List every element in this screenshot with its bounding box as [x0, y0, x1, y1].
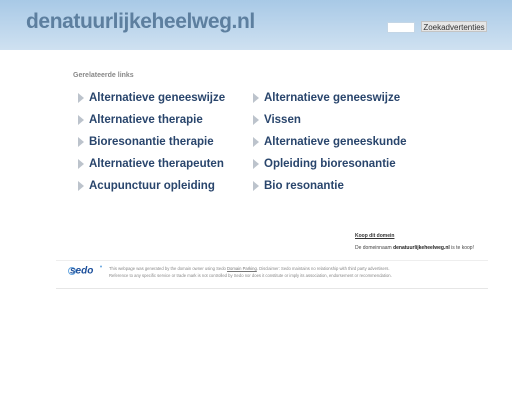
related-link-label: Acupunctuur opleiding [89, 180, 215, 192]
disclaimer-text: This webpage was generated by the domain owner using Sedo [109, 266, 228, 271]
related-link[interactable] [78, 179, 215, 193]
arrow-right-icon [253, 137, 259, 147]
related-link-label: Alternatieve therapeuten [89, 158, 224, 170]
related-link-label: Alternatieve therapie [89, 114, 203, 126]
domain-sale-notice [355, 245, 474, 251]
related-link[interactable] [253, 91, 400, 105]
header-bar [0, 0, 512, 50]
related-link[interactable] [78, 113, 203, 127]
related-link-label: Alternatieve geneeskunde [264, 136, 407, 148]
related-link[interactable] [253, 135, 407, 149]
arrow-right-icon [253, 181, 259, 191]
related-links-heading: Gerelateerde links [73, 72, 134, 79]
disclaimer-line-1 [109, 265, 489, 272]
related-link[interactable] [253, 113, 301, 127]
search-button[interactable]: Zoekadvertenties [421, 21, 487, 32]
related-link[interactable] [78, 157, 224, 171]
notice-prefix: De domeinnaam [355, 245, 394, 251]
related-link-label: Vissen [264, 114, 301, 126]
disclaimer-line-2: Reference to any specific service or trade mark is not controlled by Sedo nor does it constitute or imply its association, endorsement or recommendation. [109, 273, 392, 278]
disclaimer [109, 265, 489, 279]
arrow-right-icon [253, 93, 259, 103]
related-link-label: Alternatieve geneeswijze [264, 92, 401, 104]
related-link[interactable] [78, 135, 214, 149]
arrow-right-icon [78, 137, 84, 147]
arrow-right-icon [253, 115, 259, 125]
arrow-right-icon [253, 159, 259, 169]
arrow-right-icon [78, 181, 84, 191]
divider [56, 288, 488, 289]
notice-suffix: is te koop! [449, 245, 474, 251]
buy-domain-link[interactable]: Koop dit domein [355, 233, 395, 239]
divider [56, 260, 488, 261]
sedo-logo-text: sedo [70, 265, 94, 277]
site-title[interactable]: denatuurlijkeheelweg.nl [26, 10, 255, 33]
domain-parking-link[interactable]: Domain Parking [227, 266, 257, 271]
related-link[interactable] [78, 91, 225, 105]
related-link-label: Bioresonantie therapie [89, 136, 214, 148]
arrow-right-icon [78, 159, 84, 169]
related-link-label: Alternatieve geneeswijze [89, 92, 226, 104]
related-link-label: Opleiding bioresonantie [264, 158, 396, 170]
arrow-right-icon [78, 93, 84, 103]
sedo-logo[interactable] [66, 262, 104, 278]
related-link[interactable] [253, 157, 396, 171]
related-link[interactable] [253, 179, 344, 193]
notice-domain: denatuurlijkeheelweg.nl [393, 245, 450, 251]
disclaimer-text: . Disclaimer: Sedo maintains no relationship with third party advertisers. [256, 266, 390, 271]
arrow-right-icon [78, 115, 84, 125]
related-link-label: Bio resonantie [264, 180, 344, 192]
search-input[interactable] [387, 22, 415, 33]
